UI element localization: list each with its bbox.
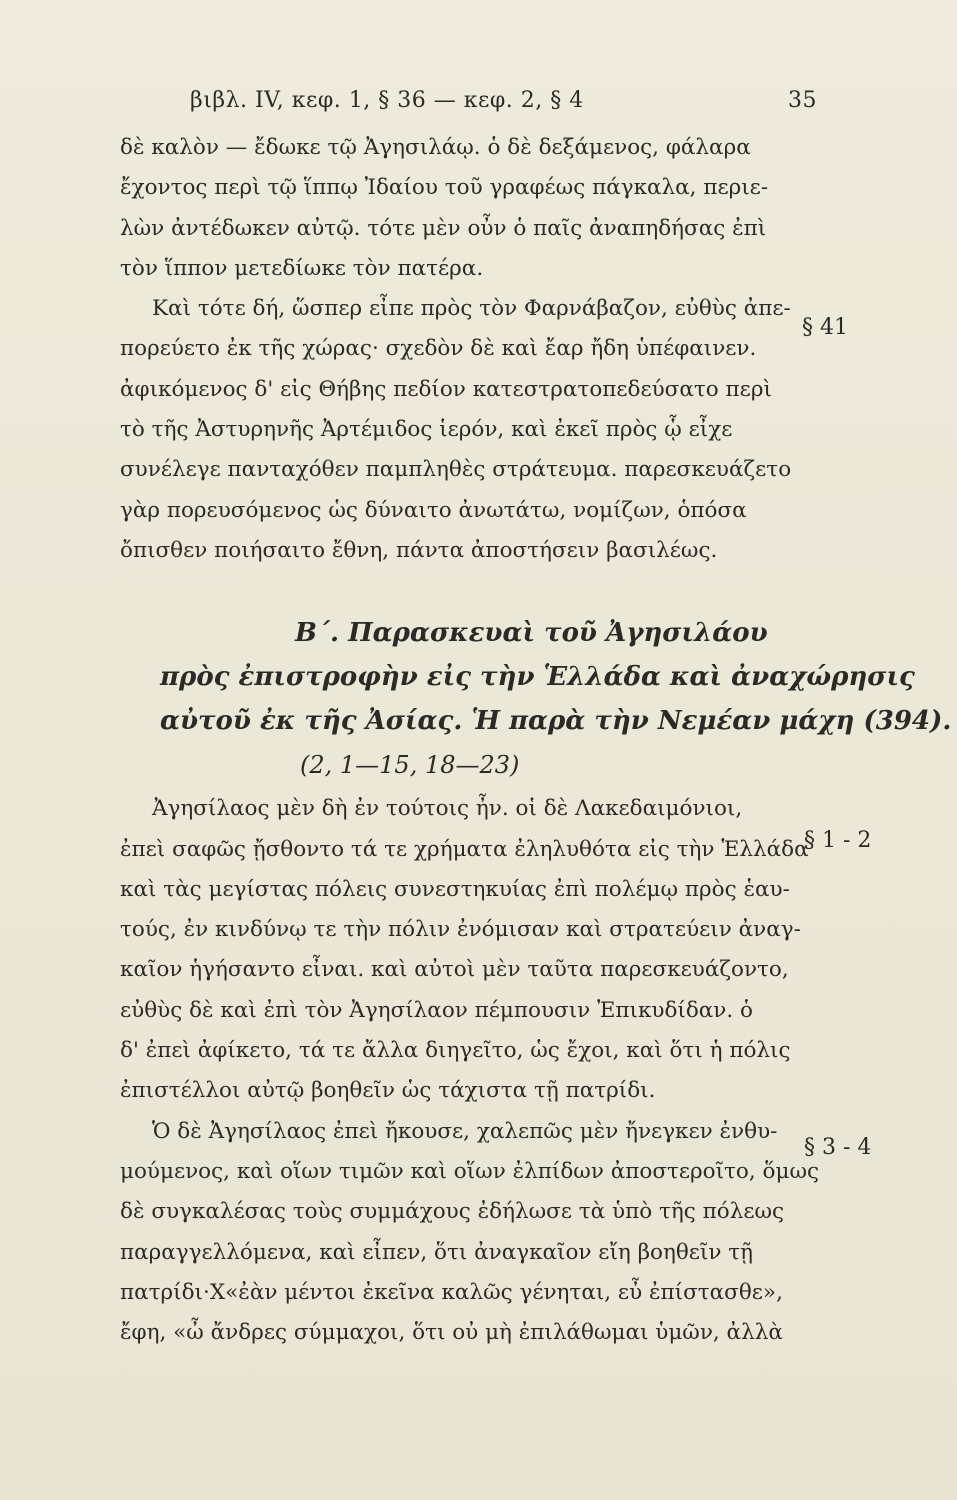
text-line: εὐθὺς δὲ καὶ ἐπὶ τὸν Ἀγησίλαον πέμπουσιν Ἐπικυδίδαν. ὁ — [120, 997, 753, 1023]
text-line: ἀφικόμενος δ' εἰς Θήβης πεδίον κατεστρατοπεδεύσατο περὶ — [120, 376, 772, 402]
text-line: τούς, ἐν κινδύνῳ τε τὴν πόλιν ἐνόμισαν καὶ στρατεύειν ἀναγ- — [120, 917, 801, 943]
text-line: Καὶ τότε δή, ὥσπερ εἶπε πρὸς τὸν Φαρνάβαζον, εὐθὺς ἀπε- — [152, 296, 791, 322]
text-line: Ὁ δὲ Ἀγησίλαος ἐπεὶ ἤκουσε, χαλεπῶς μὲν ἤνεγκεν ἐνθυ- — [152, 1118, 778, 1144]
text-line: πατρίδι·X«ἐὰν μέντοι ἐκεῖνα καλῶς γένηται, εὖ ἐπίστασθε», — [120, 1279, 783, 1305]
margin-section-ref: § 3 - 4 — [804, 1135, 872, 1160]
text-line: δὲ συγκαλέσας τοὺς συμμάχους ἐδήλωσε τὰ ὑπὸ τῆς πόλεως — [120, 1199, 785, 1225]
text-line: μούμενος, καὶ οἵων τιμῶν καὶ οἵων ἐλπίδων ἀποστεροῖτο, ὅμως — [120, 1158, 820, 1184]
margin-section-ref: § 1 - 2 — [804, 828, 872, 853]
text-line: παραγγελλόμενα, καὶ εἶπεν, ὅτι ἀναγκαῖον εἴη βοηθεῖν τῇ — [120, 1239, 754, 1265]
running-title: βιβλ. IV, κεφ. 1, § 36 — κεφ. 2, § 4 — [190, 88, 584, 113]
margin-section-ref: § 41 — [802, 315, 848, 340]
text-line: καὶ τὰς μεγίστας πόλεις συνεστηκυίας ἐπὶ πολέμῳ πρὸς ἑαυ- — [120, 876, 790, 902]
paragraph — [120, 128, 780, 289]
text-line: λὼν ἀντέδωκεν αὐτῷ. τότε μὲν οὖν ὁ παῖς ἀναπηδήσας ἐπὶ — [120, 215, 767, 241]
text-line: δὲ καλὸν — ἔδωκε τῷ Ἀγησιλάῳ. ὁ δὲ δεξάμενος, φάλαρα — [120, 135, 751, 160]
section-heading — [120, 611, 952, 743]
heading-line: Β΄. Παρασκευαὶ τοῦ Ἀγησιλάου — [295, 618, 768, 649]
section-reference: (2, 1—15, 18—23) — [300, 751, 520, 780]
text-line: ἐπεὶ σαφῶς ᾔσθοντο τά τε χρήματα ἐληλυθότα εἰς τὴν Ἑλλάδα — [120, 836, 809, 862]
text-line: ἔχοντος περὶ τῷ ἵππῳ Ἰδαίου τοῦ γραφέως πάγκαλα, περιε- — [120, 175, 769, 201]
text-line: συνέλεγε πανταχόθεν παμπληθὲς στράτευμα. παρεσκευάζετο — [120, 457, 792, 483]
text-line: πορεύετο ἐκ τῆς χώρας· σχεδὸν δὲ καὶ ἔαρ ἤδη ὑπέφαινεν. — [120, 336, 757, 362]
paragraph — [120, 1112, 820, 1354]
paragraph — [120, 789, 809, 1111]
text-line: ἐπιστέλλοι αὐτῷ βοηθεῖν ὡς τάχιστα τῇ πατρίδι. — [120, 1078, 656, 1104]
paragraph — [120, 289, 792, 571]
heading-line: αὐτοῦ ἐκ τῆς Ἀσίας. Ἡ παρὰ τὴν Νεμέαν μάχη (394). — [160, 706, 952, 737]
text-line: γὰρ πορευσόμενος ὡς δύναιτο ἀνωτάτω, νομίζων, ὁπόσα — [120, 497, 747, 523]
text-line: Ἀγησίλαος μὲν δὴ ἐν τούτοις ἦν. οἱ δὲ Λακεδαιμόνιοι, — [152, 796, 743, 822]
heading-line: πρὸς ἐπιστροφὴν εἰς τὴν Ἑλλάδα καὶ ἀναχώρησις — [160, 662, 915, 693]
text-line: ὄπισθεν ποιήσαιτο ἔθνη, πάντα ἀποστήσειν βασιλέως. — [120, 537, 718, 563]
text-line: ἔφη, «ὦ ἄνδρες σύμμαχοι, ὅτι οὐ μὴ ἐπιλάθωμαι ὑμῶν, ἀλλὰ — [120, 1320, 783, 1346]
text-line: τὸν ἵππον μετεδίωκε τὸν πατέρα. — [120, 255, 484, 281]
text-line: τὸ τῆς Ἀστυρηνῆς Ἀρτέμιδος ἱερόν, καὶ ἐκεῖ πρὸς ᾧ εἶχε — [120, 417, 733, 443]
text-line: καῖον ἡγήσαντο εἶναι. καὶ αὐτοὶ μὲν ταῦτα παρεσκευάζοντο, — [120, 957, 789, 983]
page-number: 35 — [788, 88, 817, 113]
text-line: δ' ἐπεὶ ἀφίκετο, τά τε ἄλλα διηγεῖτο, ὡς ἔχοι, καὶ ὅτι ἡ πόλις — [120, 1038, 791, 1064]
